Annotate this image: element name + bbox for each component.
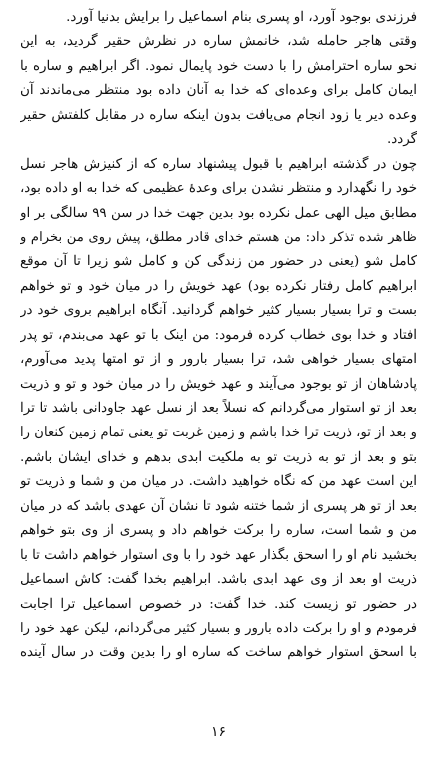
text-line: فرمودم و او را برکت داده بارور و بسیار کثیر می‌گردانم، لیکن عهد خود را: [20, 620, 417, 636]
text-line: خود را نگهدارد و منتظر نشدن برای وعدهٔ عظیمی که خدا به او داده بود،: [20, 181, 417, 197]
text-line: بست و ترا بسیار بسیار کثیر خواهم گردانید. آنگاه ابراهیم بروی خود در: [20, 303, 417, 319]
body-text: [20, 6, 417, 666]
text-line: افتاد و خدا بوی خطاب کرده فرمود: من اینک با تو عهد می‌بندم، تو پدر: [20, 327, 417, 343]
text-line: و بعد از تو، ذریت ترا خدا باشم و زمین غربت تو یعنی تمام زمین کنعان را: [20, 425, 417, 441]
text-line: وقتی هاجر حامله شد، خانمش ساره در نظرش حقیر گردید، به این: [20, 34, 417, 50]
text-line: ظاهر شده تذکر داد: من هستم خدای قادر مطلق، پیش روی من بخرام و: [20, 229, 417, 245]
text-line: ایمان کامل برای وعده‌ای که خدا به آنان داده بود منتظر می‌ماندند آن: [20, 83, 417, 99]
text-line: نحو ساره احترامش را با دست خود پایمال نمود. اگر ابراهیم و ساره با: [20, 58, 417, 74]
paragraph-2: [20, 30, 417, 152]
text-line: چون در گذشته ابراهیم با قبول پیشنهاد ساره که از کنیزش هاجر نسل: [20, 156, 417, 172]
text-line: این است عهد من که نگاه خواهید داشت. در میان من و شما و ذریت تو: [20, 474, 417, 490]
text-line: در حضور تو زیست کند. خدا گفت: در خصوص اسماعیل ترا اجابت: [20, 596, 417, 612]
text-line: بعد از تو هر پسری از شما ختنه شود تا نشان آن عهدی باشد که در میان: [20, 498, 417, 514]
text-line: وعده دیر یا زود انجام می‌یافت بدون اینکه ساره در مقابل کلفتش حقیر: [20, 107, 417, 123]
text-line: ابراهیم کامل رفتار نکرده بود) عهد خویش را در میان خود و تو خواهم: [20, 278, 417, 294]
paragraph-3: [20, 153, 417, 666]
text-line: بخشید نام او را اسحق بگذار عهد خود را با وی استوار خواهم داشت تا با: [20, 547, 417, 563]
text-line: پادشاهان از تو بوجود می‌آیند و عهد خویش را در میان خود و تو و ذریت: [20, 376, 417, 392]
page-number: ۱۶: [210, 724, 227, 740]
text-line: بتو و بعد از تو به ذریت تو به ملکیت ابدی بدهم و خدای ایشان باشم.: [20, 449, 417, 465]
text-line: بعد از تو استوار می‌گردانم که نسلاً بعد از نسل عهد جاودانی باشد تا ترا: [20, 401, 417, 416]
text-line: مطابق میل الهی عمل نکرده بود بدین جهت خدا در سن ۹۹ سالگی بر او: [20, 205, 417, 221]
text-line: من و شما است، ساره را برکت خواهم داد و پسری از وی بتو خواهم: [20, 523, 417, 539]
paragraph-1: [20, 6, 417, 30]
text-line: فرزندی بوجود آورد، او پسری بنام اسماعیل را برایش بدنیا آورد.: [66, 10, 417, 25]
text-line: گردد.: [387, 132, 417, 148]
text-line: با اسحق استوار خواهم ساخت که ساره او را بدین وقت در سال آینده: [20, 645, 417, 661]
text-line: ذریت او بعد از وی عهد ابدی باشد. ابراهیم بخدا گفت: کاش اسماعیل: [20, 572, 417, 588]
text-line: کامل شو (یعنی در حضور من زندگی کن و کامل شو زیرا تا آن موقع: [20, 254, 417, 270]
text-line: امتهای بسیار خواهی شد، ترا بسیار بارور و از تو امتها پدید می‌آورم،: [20, 352, 417, 368]
